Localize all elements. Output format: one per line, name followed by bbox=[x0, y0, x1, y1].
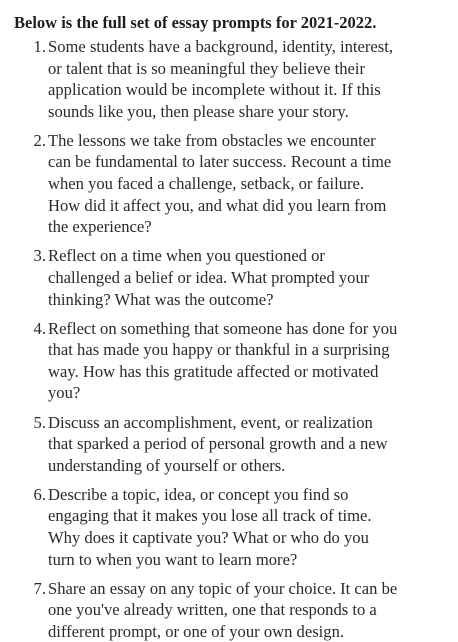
prompt-item-2 bbox=[14, 130, 448, 238]
prompt-line: that sparked a period of personal growth and a new bbox=[48, 434, 388, 454]
prompt-text bbox=[48, 36, 448, 122]
prompt-item-7 bbox=[14, 578, 448, 642]
prompt-line: Reflect on a time when you questioned or bbox=[48, 246, 325, 266]
prompt-text bbox=[48, 245, 448, 310]
prompt-line: understanding of yourself or others. bbox=[48, 455, 286, 475]
prompt-item-4 bbox=[14, 318, 448, 404]
prompt-line: one you've already written, one that responds to a bbox=[48, 600, 377, 620]
prompt-line: way. How has this gratitude affected or motivated bbox=[48, 361, 379, 381]
prompt-line: Reflect on something that someone has done for you bbox=[48, 318, 398, 338]
prompt-line: challenged a belief or idea. What prompted your bbox=[48, 267, 370, 287]
prompt-item-3 bbox=[14, 245, 448, 310]
prompt-line: Why does it captivate you? What or who do you bbox=[48, 527, 369, 547]
prompt-number: 7. bbox=[33, 578, 46, 598]
prompt-line: engaging that it makes you lose all track of time. bbox=[48, 506, 372, 526]
prompt-line: thinking? What was the outcome? bbox=[48, 289, 274, 309]
prompt-number: 6. bbox=[33, 484, 46, 504]
prompt-line: the experience? bbox=[48, 217, 152, 237]
prompt-number: 2. bbox=[33, 130, 46, 150]
prompt-line: Discuss an accomplishment, event, or realization bbox=[48, 412, 373, 432]
prompt-line: sounds like you, then please share your story. bbox=[48, 101, 349, 121]
prompt-text bbox=[48, 484, 448, 570]
prompt-list bbox=[14, 36, 448, 642]
prompt-text bbox=[48, 318, 448, 404]
prompt-line: How did it affect you, and what did you learn from bbox=[48, 195, 387, 215]
prompt-line: Some students have a background, identity, interest, bbox=[48, 37, 394, 56]
prompt-line: can be fundamental to later success. Recount a time bbox=[48, 152, 392, 172]
prompt-line: different prompt, or one of your own design. bbox=[48, 621, 345, 641]
prompt-line: Share an essay on any topic of your choice. It can be bbox=[48, 578, 398, 598]
prompt-line: application would be incomplete without it. If this bbox=[48, 80, 381, 100]
prompt-line: you? bbox=[48, 383, 81, 403]
prompt-line: The lessons we take from obstacles we encounter bbox=[48, 130, 376, 150]
document-heading: Below is the full set of essay prompts for 2021-2022. bbox=[14, 13, 377, 32]
prompt-number: 4. bbox=[33, 318, 46, 338]
prompt-text bbox=[48, 130, 448, 238]
prompt-number: 1. bbox=[33, 37, 46, 56]
prompt-line: when you faced a challenge, setback, or failure. bbox=[48, 174, 365, 194]
prompt-line: turn to when you want to learn more? bbox=[48, 549, 298, 569]
prompt-line: or talent that is so meaningful they believe their bbox=[48, 58, 366, 78]
prompt-line: Describe a topic, idea, or concept you find so bbox=[48, 484, 349, 504]
prompt-line: that has made you happy or thankful in a surprising bbox=[48, 340, 390, 360]
prompt-number: 5. bbox=[33, 412, 46, 432]
prompt-item-1 bbox=[14, 36, 448, 122]
prompt-item-5 bbox=[14, 412, 448, 477]
prompt-item-6 bbox=[14, 484, 448, 570]
prompt-text bbox=[48, 578, 448, 642]
prompt-number: 3. bbox=[33, 246, 46, 266]
prompt-text bbox=[48, 412, 448, 477]
